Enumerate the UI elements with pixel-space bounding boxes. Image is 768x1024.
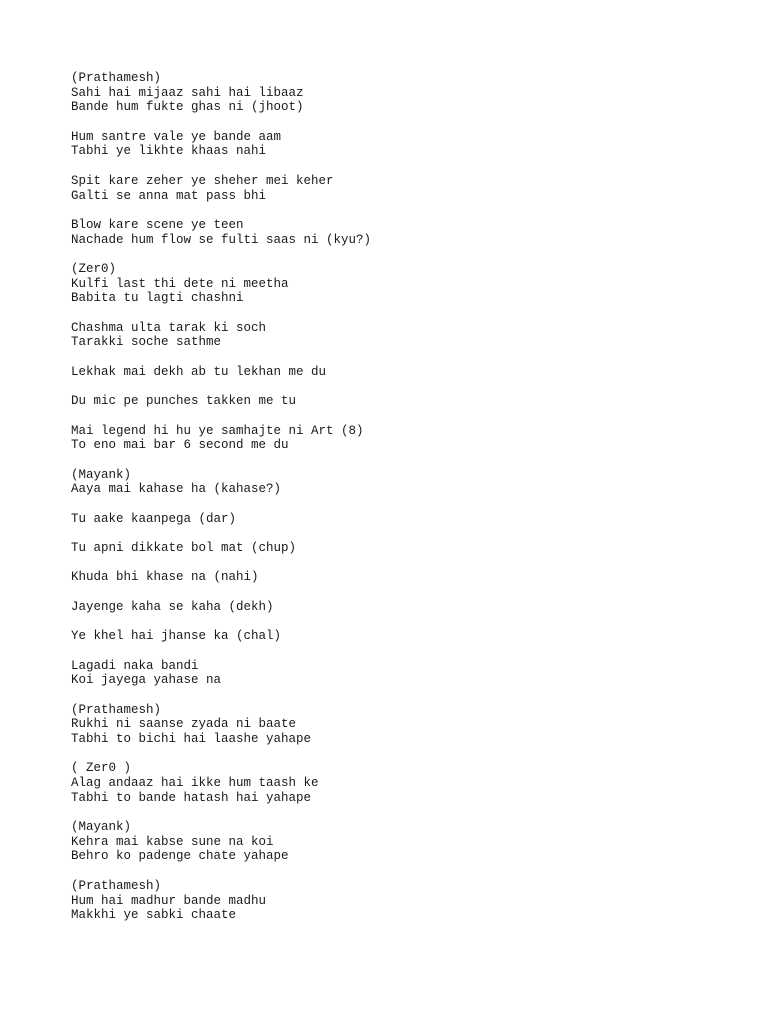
- lyrics-stanza: [71, 174, 731, 203]
- lyric-line: Makkhi ye sabki chaate: [71, 908, 237, 923]
- lyrics-document: [71, 71, 731, 938]
- lyric-line: Galti se anna mat pass bhi: [71, 188, 267, 203]
- lyric-line: Tabhi ye likhte khaas nahi: [71, 144, 267, 159]
- lyric-line: (Mayank): [71, 820, 132, 835]
- lyric-line: (Prathamesh): [71, 878, 162, 893]
- lyrics-stanza: [71, 703, 731, 747]
- lyric-line: To eno mai bar 6 second me du: [71, 438, 289, 453]
- lyrics-stanza: [71, 394, 731, 409]
- lyric-line: Chashma ulta tarak ki soch: [71, 320, 267, 335]
- lyric-line: Alag andaaz hai ikke hum taash ke: [71, 776, 319, 790]
- lyrics-stanza: [71, 321, 731, 350]
- lyric-line: Bande hum fukte ghas ni (jhoot): [71, 100, 304, 115]
- lyric-line: Lekhak mai dekh ab tu lekhan me du: [71, 364, 327, 379]
- lyric-line: Khuda bhi khase na (nahi): [71, 570, 259, 585]
- lyric-line: Du mic pe punches takken me tu: [71, 394, 297, 409]
- lyric-line: Spit kare zeher ye sheher mei keher: [71, 173, 334, 188]
- lyrics-stanza: [71, 570, 731, 585]
- lyric-line: Hum santre vale ye bande aam: [71, 129, 282, 144]
- lyric-line: Behro ko padenge chate yahape: [71, 849, 289, 864]
- lyrics-stanza: [71, 130, 731, 159]
- lyric-line: Tabhi to bande hatash hai yahape: [71, 790, 312, 805]
- lyrics-stanza: [71, 365, 731, 380]
- lyrics-stanza: [71, 218, 731, 247]
- lyrics-stanza: [71, 761, 731, 805]
- lyric-line: Ye khel hai jhanse ka (chal): [71, 629, 282, 644]
- lyric-line: Jayenge kaha se kaha (dekh): [71, 599, 274, 614]
- lyric-line: (Zer0): [71, 261, 117, 276]
- lyrics-stanza: [71, 600, 731, 615]
- lyric-line: Tu apni dikkate bol mat (chup): [71, 541, 297, 555]
- lyric-line: Rukhi ni saanse zyada ni baate: [71, 717, 297, 732]
- lyrics-stanza: [71, 879, 731, 923]
- lyric-line: Tabhi to bichi hai laashe yahape: [71, 731, 312, 746]
- lyrics-stanza: [71, 820, 731, 864]
- lyric-line: ( Zer0 ): [71, 761, 132, 776]
- lyrics-stanza: [71, 424, 731, 453]
- lyrics-stanza: [71, 468, 731, 497]
- lyric-line: Nachade hum flow se fulti saas ni (kyu?): [71, 232, 372, 247]
- lyric-line: (Prathamesh): [71, 71, 162, 85]
- lyrics-stanza: [71, 512, 731, 527]
- lyric-line: Mai legend hi hu ye samhajte ni Art (8): [71, 423, 364, 438]
- lyric-line: Sahi hai mijaaz sahi hai libaaz: [71, 85, 304, 100]
- lyric-line: (Prathamesh): [71, 702, 162, 717]
- lyrics-stanza: [71, 629, 731, 644]
- lyric-line: Koi jayega yahase na: [71, 673, 222, 688]
- lyrics-stanza: [71, 659, 731, 688]
- lyrics-stanza: [71, 262, 731, 306]
- lyric-line: Kulfi last thi dete ni meetha: [71, 276, 289, 291]
- lyrics-stanza: [71, 541, 731, 556]
- lyric-line: Aaya mai kahase ha (kahase?): [71, 482, 282, 497]
- lyric-line: Blow kare scene ye teen: [71, 217, 244, 232]
- lyric-line: Tu aake kaanpega (dar): [71, 511, 237, 526]
- lyric-line: Lagadi naka bandi: [71, 658, 199, 673]
- lyric-line: Babita tu lagti chashni: [71, 291, 244, 306]
- lyric-line: Hum hai madhur bande madhu: [71, 893, 267, 908]
- lyric-line: (Mayank): [71, 467, 132, 482]
- lyric-line: Kehra mai kabse sune na koi: [71, 834, 274, 849]
- lyric-line: Tarakki soche sathme: [71, 335, 222, 350]
- lyrics-stanza: [71, 71, 731, 115]
